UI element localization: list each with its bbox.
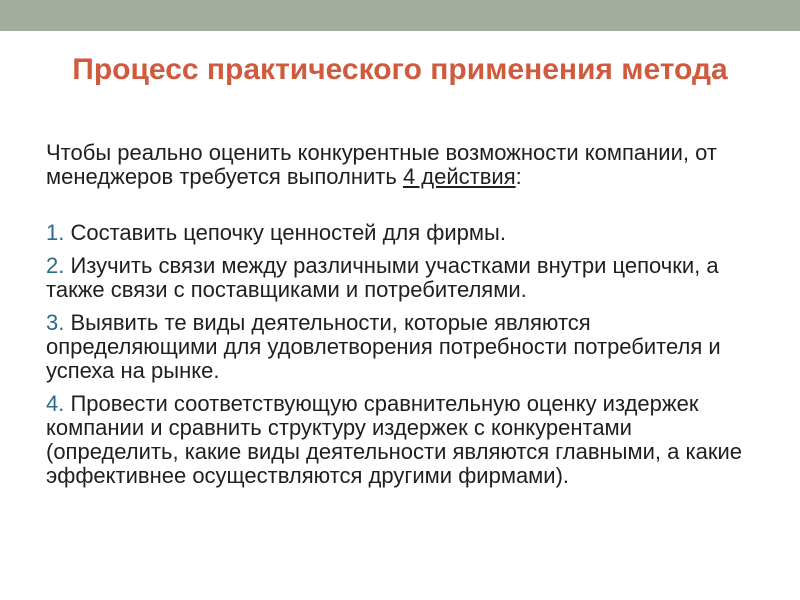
intro-text-before: Чтобы реально оценить конкурентные возможности компании, от менеджеров требуется выполнить — [46, 140, 717, 189]
step-number: 3. — [46, 310, 65, 335]
slide-body — [46, 141, 766, 488]
step-item-1 — [46, 221, 766, 245]
step-number: 2. — [46, 253, 65, 278]
step-text: Изучить связи между различными участками внутри цепочки, а также связи с поставщиками и потребителями. — [46, 253, 719, 302]
slide-title: Процесс практического применения метода — [72, 53, 728, 86]
step-text: Провести соответствующую сравнительную оценку издержек компании и сравнить структуру издержек с конкурентами (определить, какие виды деятельности являются главными, а какие эффективнее осуществляются другими фирмами). — [46, 391, 742, 488]
intro-underlined-count: 4 действия — [402, 164, 516, 189]
step-text: Выявить те виды деятельности, которые являются определяющими для удовлетворения потребности потребителя и успеха на рынке. — [46, 310, 721, 383]
step-item-4 — [46, 392, 766, 488]
step-number: 1. — [46, 220, 65, 245]
intro-paragraph — [46, 141, 766, 189]
step-item-2 — [46, 254, 766, 302]
step-item-3 — [46, 311, 766, 383]
step-number: 4. — [46, 391, 65, 416]
top-decorative-band — [0, 0, 800, 31]
step-text: Составить цепочку ценностей для фирмы. — [64, 220, 506, 245]
intro-text-after: : — [515, 164, 522, 189]
